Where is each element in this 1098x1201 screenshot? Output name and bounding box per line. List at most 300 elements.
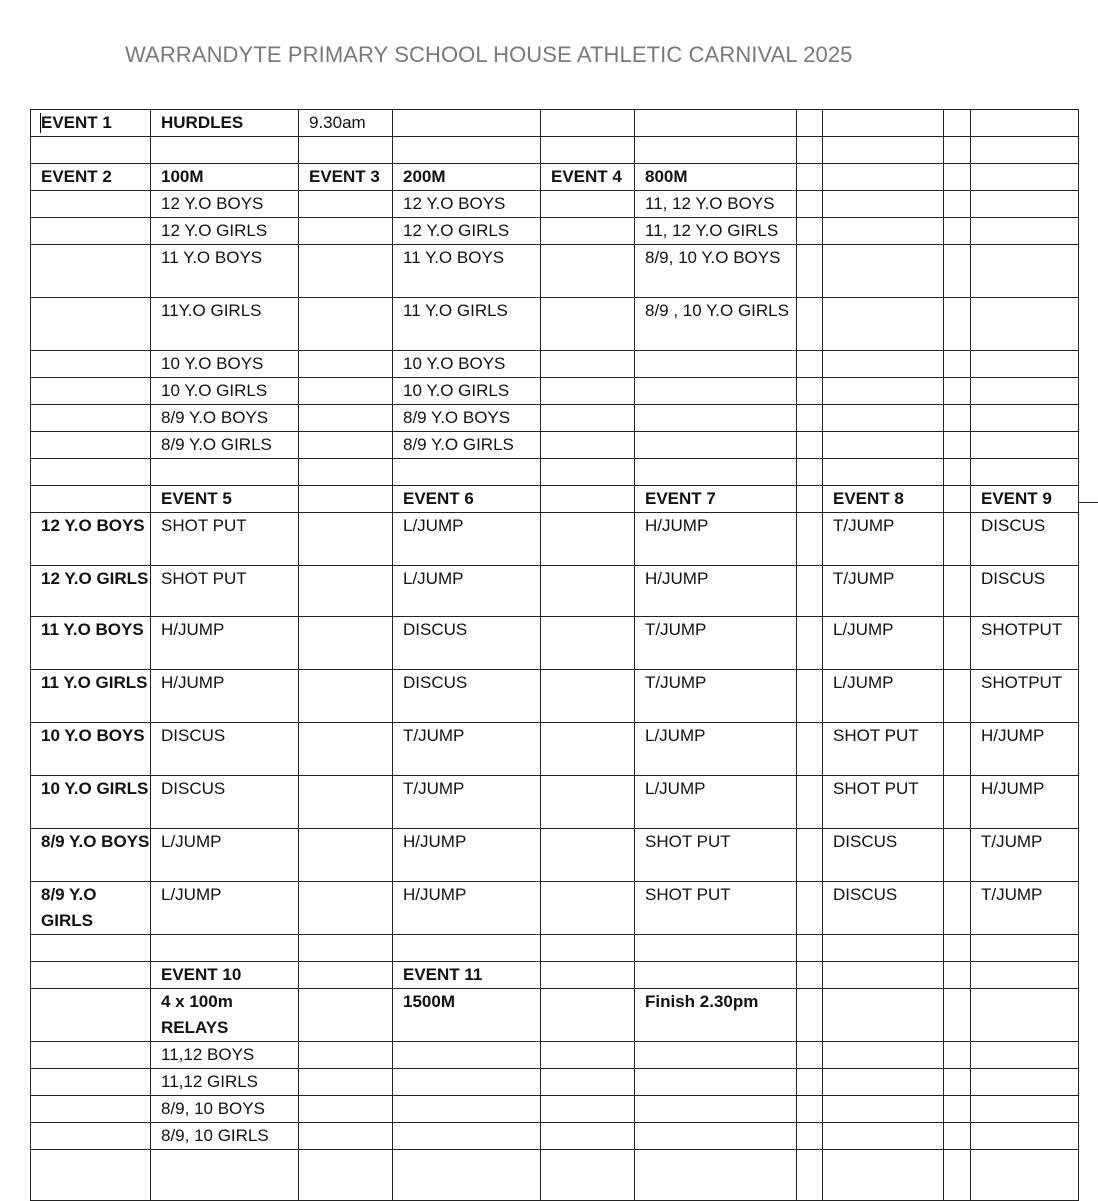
table-cell[interactable] bbox=[299, 1123, 393, 1150]
table-cell[interactable]: 4 x 100m RELAYS bbox=[151, 989, 299, 1042]
table-cell[interactable] bbox=[944, 137, 971, 164]
table-cell[interactable] bbox=[823, 405, 944, 432]
table-cell[interactable] bbox=[635, 1150, 797, 1201]
table-cell[interactable] bbox=[299, 513, 393, 566]
table-cell[interactable]: 8/9 Y.O GIRLS bbox=[151, 432, 299, 459]
table-cell[interactable] bbox=[797, 486, 823, 513]
table-row bbox=[31, 1123, 1079, 1150]
table-cell[interactable]: SHOT PUT bbox=[635, 829, 797, 882]
table-cell[interactable]: 8/9, 10 Y.O BOYS bbox=[635, 245, 797, 298]
table-cell[interactable] bbox=[635, 405, 797, 432]
table-cell[interactable]: EVENT 6 bbox=[393, 486, 541, 513]
table-cell[interactable]: EVENT 10 bbox=[151, 962, 299, 989]
table-cell[interactable] bbox=[635, 1042, 797, 1069]
table-cell[interactable] bbox=[944, 486, 971, 513]
table-cell[interactable]: Finish 2.30pm bbox=[635, 989, 797, 1042]
table-cell[interactable] bbox=[797, 962, 823, 989]
table-cell[interactable] bbox=[971, 164, 1079, 191]
table-cell[interactable]: 11 Y.O GIRLS bbox=[393, 298, 541, 351]
table-cell[interactable]: L/JUMP bbox=[823, 617, 944, 670]
table-cell[interactable] bbox=[944, 164, 971, 191]
table-cell[interactable] bbox=[299, 989, 393, 1042]
table-cell[interactable] bbox=[823, 164, 944, 191]
table-cell[interactable]: 11 Y.O BOYS bbox=[393, 245, 541, 298]
table-cell[interactable] bbox=[151, 459, 299, 486]
table-cell[interactable]: 11, 12 Y.O GIRLS bbox=[635, 218, 797, 245]
table-cell[interactable] bbox=[797, 459, 823, 486]
table-cell[interactable] bbox=[797, 670, 823, 723]
table-cell[interactable] bbox=[823, 935, 944, 962]
table-cell[interactable] bbox=[944, 1150, 971, 1201]
table-cell[interactable] bbox=[635, 110, 797, 137]
table-cell[interactable]: H/JUMP bbox=[971, 776, 1079, 829]
table-cell[interactable] bbox=[541, 935, 635, 962]
table-cell[interactable] bbox=[797, 1123, 823, 1150]
table-cell[interactable] bbox=[944, 670, 971, 723]
table-cell[interactable]: SHOT PUT bbox=[151, 513, 299, 566]
table-cell[interactable]: DISCUS bbox=[823, 882, 944, 935]
table-cell[interactable]: H/JUMP bbox=[393, 829, 541, 882]
table-cell[interactable]: 11Y.O GIRLS bbox=[151, 298, 299, 351]
table-cell[interactable] bbox=[541, 1069, 635, 1096]
table-cell[interactable] bbox=[393, 935, 541, 962]
table-cell[interactable] bbox=[944, 829, 971, 882]
table-cell[interactable] bbox=[299, 1069, 393, 1096]
table-cell[interactable] bbox=[971, 298, 1079, 351]
table-cell[interactable] bbox=[299, 245, 393, 298]
table-cell[interactable]: SHOTPUT bbox=[971, 617, 1079, 670]
table-cell[interactable] bbox=[541, 486, 635, 513]
table-cell[interactable] bbox=[299, 723, 393, 776]
table-cell[interactable] bbox=[541, 1150, 635, 1201]
table-row bbox=[31, 723, 1079, 776]
table-cell[interactable] bbox=[299, 617, 393, 670]
table-cell[interactable] bbox=[541, 776, 635, 829]
table-row bbox=[31, 670, 1079, 723]
table-cell[interactable] bbox=[541, 378, 635, 405]
table-cell[interactable]: 11 Y.O GIRLS bbox=[31, 670, 151, 723]
table-cell[interactable]: DISCUS bbox=[393, 670, 541, 723]
table-cell[interactable]: H/JUMP bbox=[151, 670, 299, 723]
table-cell[interactable]: 800M bbox=[635, 164, 797, 191]
table-cell[interactable]: 12 Y.O GIRLS bbox=[393, 218, 541, 245]
table-cell[interactable] bbox=[971, 989, 1079, 1042]
table-cell[interactable]: 200M bbox=[393, 164, 541, 191]
table-cell[interactable] bbox=[31, 298, 151, 351]
table-cell[interactable] bbox=[797, 776, 823, 829]
table-cell[interactable] bbox=[31, 432, 151, 459]
table-cell[interactable] bbox=[299, 566, 393, 617]
table-cell[interactable] bbox=[823, 378, 944, 405]
table-cell[interactable] bbox=[944, 882, 971, 935]
table-cell[interactable]: DISCUS bbox=[151, 776, 299, 829]
table-cell[interactable] bbox=[797, 137, 823, 164]
table-cell[interactable] bbox=[823, 245, 944, 298]
table-cell[interactable]: 8/9 Y.O GIRLS bbox=[393, 432, 541, 459]
table-cell[interactable]: 11 Y.O BOYS bbox=[31, 617, 151, 670]
table-cell[interactable] bbox=[541, 513, 635, 566]
table-cell[interactable] bbox=[541, 882, 635, 935]
table-cell[interactable] bbox=[299, 137, 393, 164]
table-cell[interactable] bbox=[31, 137, 151, 164]
table-cell[interactable]: L/JUMP bbox=[823, 670, 944, 723]
table-cell[interactable] bbox=[944, 962, 971, 989]
table-cell[interactable]: T/JUMP bbox=[823, 513, 944, 566]
table-cell[interactable]: 11,12 BOYS bbox=[151, 1042, 299, 1069]
table-cell[interactable] bbox=[971, 459, 1079, 486]
table-cell[interactable] bbox=[823, 351, 944, 378]
table-cell[interactable] bbox=[971, 191, 1079, 218]
table-cell[interactable]: 8/9, 10 BOYS bbox=[151, 1096, 299, 1123]
table-cell[interactable] bbox=[541, 218, 635, 245]
table-cell[interactable] bbox=[299, 962, 393, 989]
table-cell[interactable] bbox=[823, 1096, 944, 1123]
table-cell[interactable] bbox=[541, 110, 635, 137]
table-cell[interactable] bbox=[31, 935, 151, 962]
table-cell[interactable]: 8/9 Y.O GIRLS bbox=[31, 882, 151, 935]
table-cell[interactable] bbox=[797, 1042, 823, 1069]
table-cell[interactable] bbox=[299, 191, 393, 218]
table-cell[interactable]: DISCUS bbox=[971, 566, 1079, 617]
table-cell[interactable] bbox=[31, 962, 151, 989]
table-cell[interactable] bbox=[944, 1042, 971, 1069]
table-cell[interactable]: SHOT PUT bbox=[823, 723, 944, 776]
table-cell[interactable]: SHOT PUT bbox=[635, 882, 797, 935]
table-cell[interactable] bbox=[944, 617, 971, 670]
table-cell[interactable]: 8/9, 10 GIRLS bbox=[151, 1123, 299, 1150]
table-cell[interactable]: 10 Y.O GIRLS bbox=[393, 378, 541, 405]
table-cell[interactable]: 8/9 Y.O BOYS bbox=[151, 405, 299, 432]
table-cell[interactable]: T/JUMP bbox=[635, 617, 797, 670]
table-cell[interactable]: 11,12 GIRLS bbox=[151, 1069, 299, 1096]
table-cell[interactable]: 10 Y.O GIRLS bbox=[151, 378, 299, 405]
table-cell[interactable]: H/JUMP bbox=[393, 882, 541, 935]
table-cell[interactable] bbox=[971, 1150, 1079, 1201]
table-cell[interactable] bbox=[944, 1069, 971, 1096]
table-cell[interactable] bbox=[823, 989, 944, 1042]
table-cell[interactable] bbox=[823, 191, 944, 218]
table-cell[interactable]: L/JUMP bbox=[151, 829, 299, 882]
table-cell[interactable] bbox=[823, 1150, 944, 1201]
table-cell[interactable] bbox=[797, 191, 823, 218]
table-cell[interactable]: H/JUMP bbox=[635, 566, 797, 617]
table-cell[interactable] bbox=[635, 962, 797, 989]
table-cell[interactable] bbox=[635, 1096, 797, 1123]
table-cell[interactable] bbox=[971, 137, 1079, 164]
table-cell[interactable] bbox=[944, 935, 971, 962]
table-cell[interactable]: H/JUMP bbox=[971, 723, 1079, 776]
table-cell[interactable] bbox=[299, 351, 393, 378]
table-cell[interactable] bbox=[971, 962, 1079, 989]
table-cell[interactable] bbox=[299, 432, 393, 459]
table-cell[interactable] bbox=[823, 459, 944, 486]
table-cell[interactable] bbox=[541, 1096, 635, 1123]
table-cell[interactable] bbox=[393, 1150, 541, 1201]
table-cell[interactable]: 8/9 Y.O BOYS bbox=[393, 405, 541, 432]
table-cell[interactable] bbox=[971, 110, 1079, 137]
table-cell[interactable] bbox=[635, 378, 797, 405]
table-cell[interactable] bbox=[299, 829, 393, 882]
table-cell[interactable] bbox=[971, 1123, 1079, 1150]
table-cell[interactable]: SHOT PUT bbox=[823, 776, 944, 829]
table-cell[interactable]: T/JUMP bbox=[393, 776, 541, 829]
table-cell[interactable] bbox=[971, 351, 1079, 378]
table-cell[interactable] bbox=[299, 218, 393, 245]
table-cell[interactable] bbox=[797, 218, 823, 245]
table-cell[interactable] bbox=[31, 405, 151, 432]
table-cell[interactable] bbox=[31, 351, 151, 378]
table-cell[interactable] bbox=[823, 1069, 944, 1096]
table-cell[interactable] bbox=[299, 298, 393, 351]
table-cell[interactable]: SHOT PUT bbox=[151, 566, 299, 617]
table-cell[interactable]: EVENT 5 bbox=[151, 486, 299, 513]
table-cell[interactable] bbox=[541, 245, 635, 298]
table-row bbox=[31, 351, 1079, 378]
table-cell[interactable] bbox=[541, 432, 635, 459]
table-cell[interactable] bbox=[944, 245, 971, 298]
table-cell[interactable]: DISCUS bbox=[971, 513, 1079, 566]
table-cell[interactable] bbox=[797, 164, 823, 191]
table-cell[interactable] bbox=[299, 935, 393, 962]
table-cell[interactable] bbox=[635, 1069, 797, 1096]
table-row bbox=[31, 962, 1079, 989]
table-cell[interactable] bbox=[393, 110, 541, 137]
table-cell[interactable] bbox=[944, 191, 971, 218]
table-cell[interactable] bbox=[31, 378, 151, 405]
table-cell[interactable]: 12 Y.O GIRLS bbox=[151, 218, 299, 245]
table-cell[interactable]: L/JUMP bbox=[635, 776, 797, 829]
table-cell[interactable] bbox=[635, 432, 797, 459]
table-cell[interactable]: T/JUMP bbox=[635, 670, 797, 723]
table-cell[interactable] bbox=[541, 723, 635, 776]
table-cell[interactable]: 12 Y.O BOYS bbox=[31, 513, 151, 566]
table-cell[interactable] bbox=[393, 1123, 541, 1150]
table-cell[interactable]: 10 Y.O BOYS bbox=[151, 351, 299, 378]
table-cell[interactable]: EVENT 2 bbox=[31, 164, 151, 191]
table-cell[interactable] bbox=[944, 459, 971, 486]
table-cell[interactable] bbox=[823, 1042, 944, 1069]
table-cell[interactable] bbox=[299, 776, 393, 829]
table-cell[interactable] bbox=[797, 405, 823, 432]
table-cell[interactable]: 11, 12 Y.O BOYS bbox=[635, 191, 797, 218]
table-cell[interactable] bbox=[393, 1096, 541, 1123]
table-row bbox=[31, 617, 1079, 670]
table-cell[interactable] bbox=[823, 298, 944, 351]
table-cell[interactable] bbox=[299, 882, 393, 935]
table-cell[interactable] bbox=[823, 962, 944, 989]
table-cell[interactable] bbox=[797, 617, 823, 670]
table-cell[interactable] bbox=[797, 1096, 823, 1123]
table-cell[interactable] bbox=[541, 566, 635, 617]
table-cell[interactable] bbox=[393, 1042, 541, 1069]
table-cell[interactable] bbox=[541, 829, 635, 882]
table-cell[interactable]: EVENT 3 bbox=[299, 164, 393, 191]
table-cell[interactable]: L/JUMP bbox=[393, 566, 541, 617]
table-cell[interactable] bbox=[635, 459, 797, 486]
table-cell[interactable]: 8/9 Y.O BOYS bbox=[31, 829, 151, 882]
table-cell[interactable] bbox=[944, 513, 971, 566]
table-cell[interactable] bbox=[541, 1123, 635, 1150]
table-cell[interactable] bbox=[151, 935, 299, 962]
table-cell[interactable] bbox=[299, 459, 393, 486]
table-cell[interactable]: 11 Y.O BOYS bbox=[151, 245, 299, 298]
table-cell[interactable]: EVENT 7 bbox=[635, 486, 797, 513]
table-cell[interactable] bbox=[31, 1150, 151, 1201]
table-cell[interactable] bbox=[971, 1069, 1079, 1096]
table-cell[interactable]: L/JUMP bbox=[635, 723, 797, 776]
table-cell[interactable] bbox=[151, 1150, 299, 1201]
table-cell[interactable] bbox=[971, 935, 1079, 962]
table-row bbox=[31, 882, 1079, 935]
table-cell[interactable] bbox=[31, 486, 151, 513]
table-cell[interactable] bbox=[541, 191, 635, 218]
table-cell[interactable] bbox=[541, 617, 635, 670]
table-cell[interactable] bbox=[944, 566, 971, 617]
table-cell[interactable]: 10 Y.O BOYS bbox=[31, 723, 151, 776]
table-cell[interactable] bbox=[31, 1042, 151, 1069]
table-row bbox=[31, 405, 1079, 432]
table-cell[interactable] bbox=[299, 1150, 393, 1201]
table-cell[interactable] bbox=[635, 935, 797, 962]
table-cell[interactable] bbox=[971, 432, 1079, 459]
table-cell[interactable]: 10 Y.O GIRLS bbox=[31, 776, 151, 829]
table-cell[interactable]: 8/9 , 10 Y.O GIRLS bbox=[635, 298, 797, 351]
table-cell[interactable] bbox=[944, 1123, 971, 1150]
table-cell[interactable] bbox=[31, 218, 151, 245]
table-cell[interactable] bbox=[944, 1096, 971, 1123]
table-cell[interactable] bbox=[797, 989, 823, 1042]
table-cell[interactable] bbox=[823, 1123, 944, 1150]
table-cell[interactable] bbox=[393, 137, 541, 164]
table-cell[interactable]: 12 Y.O GIRLS bbox=[31, 566, 151, 617]
table-cell[interactable] bbox=[971, 378, 1079, 405]
table-cell[interactable] bbox=[971, 405, 1079, 432]
table-cell[interactable] bbox=[797, 378, 823, 405]
table-cell[interactable] bbox=[944, 723, 971, 776]
table-cell[interactable]: DISCUS bbox=[823, 829, 944, 882]
table-cell[interactable] bbox=[541, 962, 635, 989]
table-cell[interactable] bbox=[31, 1069, 151, 1096]
table-cell[interactable] bbox=[541, 1042, 635, 1069]
table-cell[interactable] bbox=[299, 1096, 393, 1123]
table-cell[interactable] bbox=[797, 1150, 823, 1201]
table-cell[interactable] bbox=[541, 405, 635, 432]
table-cell[interactable] bbox=[541, 989, 635, 1042]
table-cell[interactable] bbox=[797, 1069, 823, 1096]
table-cell[interactable] bbox=[971, 245, 1079, 298]
table-cell[interactable]: 9.30am bbox=[299, 110, 393, 137]
table-cell[interactable] bbox=[797, 829, 823, 882]
table-cell[interactable]: H/JUMP bbox=[151, 617, 299, 670]
table-cell[interactable] bbox=[944, 298, 971, 351]
table-cell[interactable] bbox=[299, 670, 393, 723]
table-cell[interactable] bbox=[31, 989, 151, 1042]
table-cell[interactable]: EVENT 1 bbox=[31, 110, 151, 137]
table-cell[interactable]: HURDLES bbox=[151, 110, 299, 137]
table-cell[interactable]: T/JUMP bbox=[823, 566, 944, 617]
table-cell[interactable] bbox=[797, 110, 823, 137]
table-cell[interactable]: EVENT 8 bbox=[823, 486, 944, 513]
table-cell[interactable]: SHOTPUT bbox=[971, 670, 1079, 723]
table-cell[interactable] bbox=[944, 110, 971, 137]
table-cell[interactable] bbox=[944, 351, 971, 378]
table-cell[interactable]: H/JUMP bbox=[635, 513, 797, 566]
table-cell[interactable]: DISCUS bbox=[393, 617, 541, 670]
table-cell[interactable] bbox=[823, 218, 944, 245]
table-cell[interactable] bbox=[797, 723, 823, 776]
table-cell[interactable]: L/JUMP bbox=[393, 513, 541, 566]
table-cell[interactable] bbox=[541, 137, 635, 164]
table-cell[interactable] bbox=[393, 1069, 541, 1096]
table-cell[interactable] bbox=[971, 1042, 1079, 1069]
table-cell[interactable] bbox=[797, 566, 823, 617]
table-cell[interactable] bbox=[31, 459, 151, 486]
table-cell[interactable]: 100M bbox=[151, 164, 299, 191]
table-cell[interactable] bbox=[797, 935, 823, 962]
table-cell[interactable] bbox=[299, 1042, 393, 1069]
table-cell[interactable]: EVENT 9 bbox=[971, 486, 1079, 513]
table-cell[interactable]: 12 Y.O BOYS bbox=[151, 191, 299, 218]
table-cell[interactable] bbox=[944, 405, 971, 432]
table-cell[interactable] bbox=[299, 405, 393, 432]
table-cell[interactable] bbox=[541, 298, 635, 351]
table-cell[interactable] bbox=[971, 218, 1079, 245]
table-cell[interactable] bbox=[797, 245, 823, 298]
table-cell[interactable] bbox=[635, 351, 797, 378]
table-cell[interactable] bbox=[944, 989, 971, 1042]
table-cell[interactable] bbox=[971, 1096, 1079, 1123]
table-cell[interactable]: 10 Y.O BOYS bbox=[393, 351, 541, 378]
table-cell[interactable]: EVENT 11 bbox=[393, 962, 541, 989]
stray-border-line bbox=[1078, 502, 1098, 503]
table-cell[interactable] bbox=[31, 1123, 151, 1150]
table-cell[interactable]: L/JUMP bbox=[151, 882, 299, 935]
table-cell[interactable] bbox=[151, 137, 299, 164]
table-cell[interactable]: EVENT 4 bbox=[541, 164, 635, 191]
table-row bbox=[31, 989, 1079, 1042]
table-cell[interactable] bbox=[797, 432, 823, 459]
table-cell[interactable] bbox=[823, 110, 944, 137]
table-cell[interactable] bbox=[797, 351, 823, 378]
table-cell[interactable] bbox=[299, 378, 393, 405]
table-cell[interactable] bbox=[944, 432, 971, 459]
table-cell[interactable] bbox=[797, 882, 823, 935]
table-cell[interactable]: DISCUS bbox=[151, 723, 299, 776]
table-cell[interactable] bbox=[797, 298, 823, 351]
table-cell[interactable] bbox=[635, 1123, 797, 1150]
table-cell[interactable]: T/JUMP bbox=[971, 882, 1079, 935]
table-cell[interactable] bbox=[944, 378, 971, 405]
table-cell[interactable] bbox=[823, 432, 944, 459]
table-cell[interactable] bbox=[944, 218, 971, 245]
table-cell[interactable] bbox=[944, 776, 971, 829]
table-cell[interactable] bbox=[31, 1096, 151, 1123]
table-cell[interactable] bbox=[541, 670, 635, 723]
table-cell[interactable] bbox=[393, 459, 541, 486]
table-cell[interactable] bbox=[823, 137, 944, 164]
table-cell[interactable] bbox=[541, 351, 635, 378]
table-cell[interactable] bbox=[299, 486, 393, 513]
table-cell[interactable] bbox=[635, 137, 797, 164]
table-cell[interactable] bbox=[31, 245, 151, 298]
table-cell[interactable]: T/JUMP bbox=[393, 723, 541, 776]
table-cell[interactable]: 1500M bbox=[393, 989, 541, 1042]
table-cell[interactable] bbox=[31, 191, 151, 218]
table-cell[interactable]: T/JUMP bbox=[971, 829, 1079, 882]
table-cell[interactable] bbox=[797, 513, 823, 566]
table-cell[interactable]: 12 Y.O BOYS bbox=[393, 191, 541, 218]
table-cell[interactable] bbox=[541, 459, 635, 486]
